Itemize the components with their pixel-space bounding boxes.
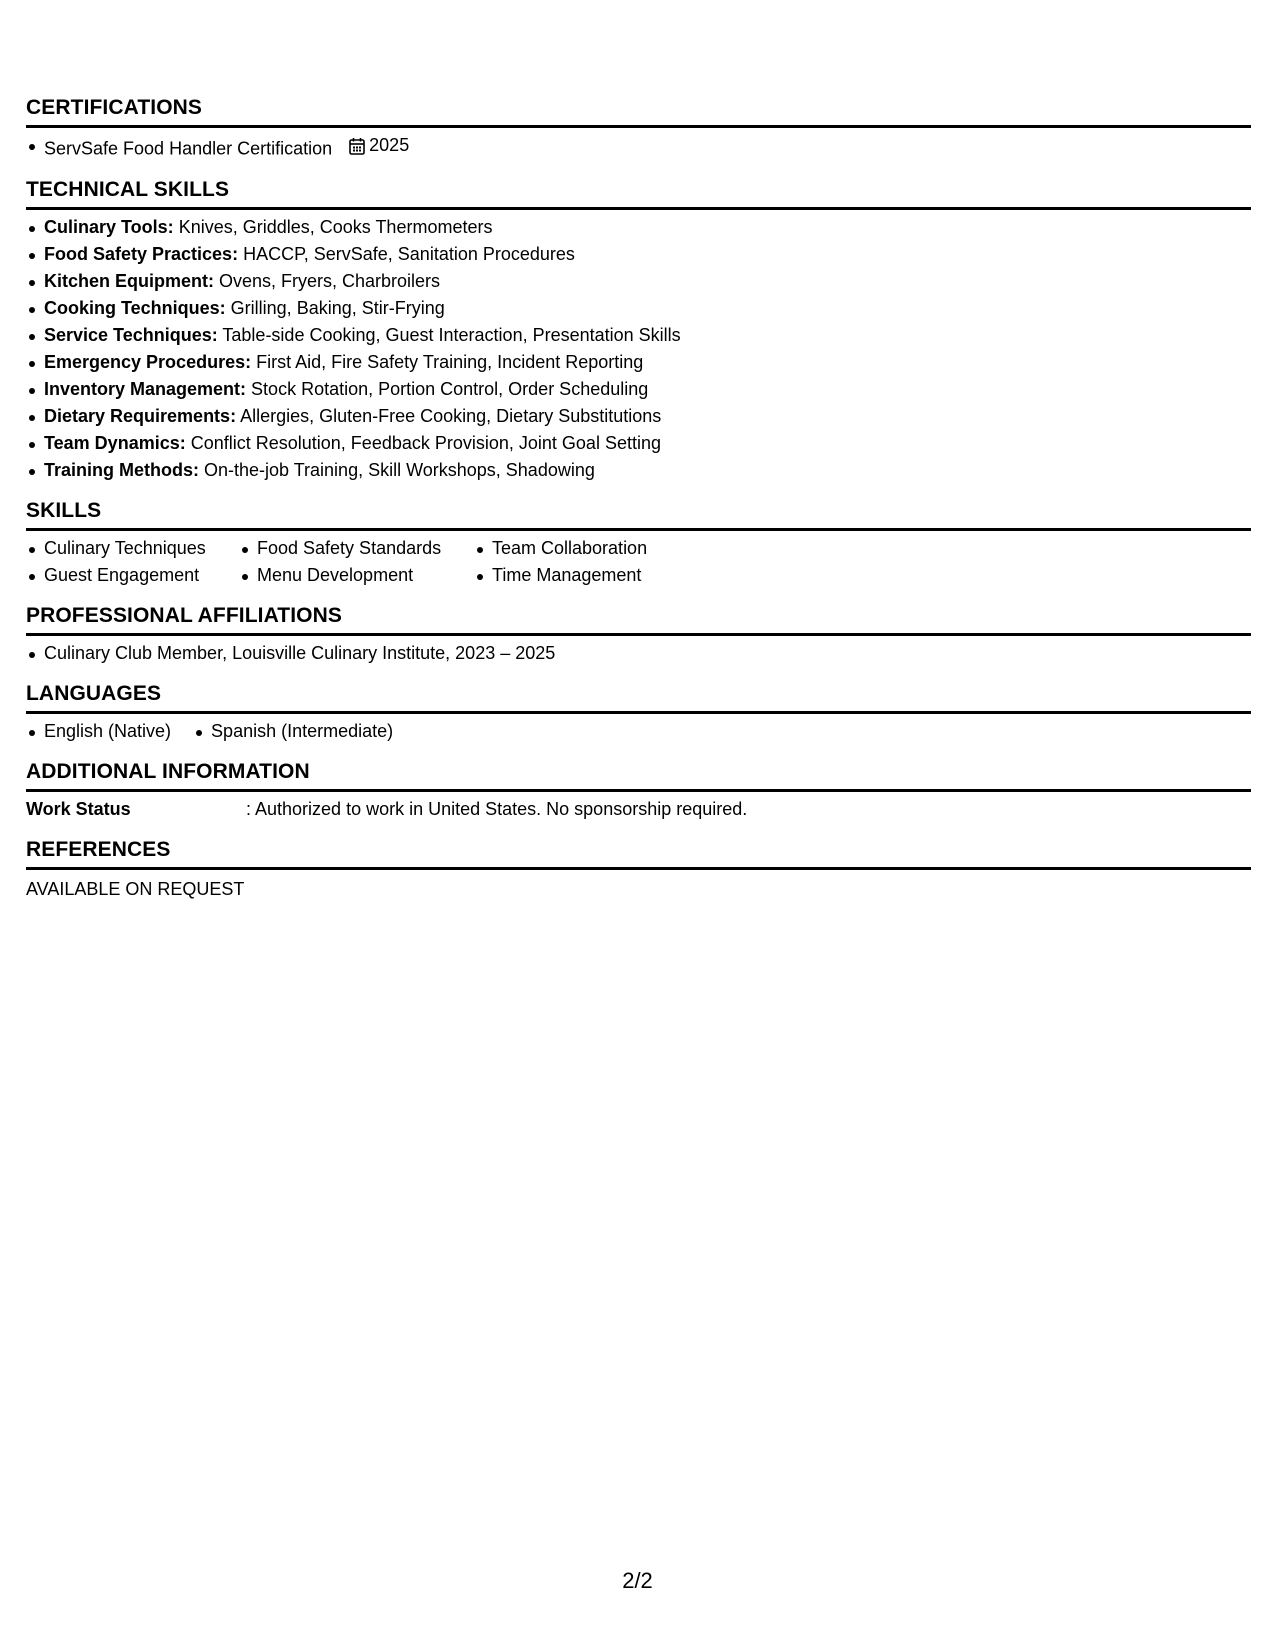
certifications-list (26, 132, 1251, 163)
references-heading: REFERENCES (26, 838, 1251, 870)
affiliations-list (26, 640, 1251, 667)
certification-date (349, 132, 409, 159)
resume-page (26, 96, 1251, 918)
work-status-row (26, 796, 1251, 823)
languages-list (26, 718, 1251, 745)
list-item (26, 457, 1251, 484)
skills-grid (26, 535, 1251, 589)
skill-category: Service Techniques: (44, 324, 218, 345)
list-item: Team Collaboration (474, 535, 674, 562)
languages-heading: LANGUAGES (26, 682, 1251, 714)
list-item (26, 322, 1251, 349)
list-item: Culinary Club Member, Louisville Culinary Institute, 2023 – 2025 (26, 640, 1251, 667)
work-status-label: Work Status (26, 798, 131, 819)
additional-info-section (26, 760, 1251, 823)
skill-values: Table-side Cooking, Guest Interaction, Presentation Skills (217, 324, 681, 345)
references-section (26, 838, 1251, 903)
skill-category: Culinary Tools: (44, 216, 174, 237)
skill-values: Conflict Resolution, Feedback Provision, Joint Goal Setting (185, 432, 661, 453)
skills-section (26, 499, 1251, 589)
list-item (26, 295, 1251, 322)
skill-category: Inventory Management: (44, 378, 247, 399)
skill-values: Allergies, Gluten-Free Cooking, Dietary Substitutions (236, 405, 662, 426)
list-item (26, 214, 1251, 241)
skill-values: Grilling, Baking, Stir-Frying (225, 297, 445, 318)
certification-year: 2025 (369, 135, 410, 155)
skill-category: Dietary Requirements: (44, 405, 237, 426)
list-item (26, 268, 1251, 295)
affiliations-section (26, 604, 1251, 667)
list-item (26, 132, 1251, 163)
list-item: Guest Engagement (26, 562, 239, 589)
list-item (26, 403, 1251, 430)
skill-values: Stock Rotation, Portion Control, Order Scheduling (246, 378, 649, 399)
certifications-heading: CERTIFICATIONS (26, 96, 1251, 128)
page-number: 2/2 (622, 1568, 653, 1593)
technical-skills-heading: TECHNICAL SKILLS (26, 178, 1251, 210)
references-text: AVAILABLE ON REQUEST (26, 878, 245, 899)
skill-values: Knives, Griddles, Cooks Thermometers (173, 216, 493, 237)
languages-section (26, 682, 1251, 745)
list-item: English (Native) (26, 718, 171, 745)
certification-name: ServSafe Food Handler Certification (44, 138, 333, 159)
work-status-value: : Authorized to work in United States. No sponsorship required. (246, 798, 748, 819)
skill-values: First Aid, Fire Safety Training, Incident Reporting (251, 351, 644, 372)
technical-skills-section (26, 178, 1251, 484)
technical-skills-list (26, 214, 1251, 484)
list-item: Spanish (Intermediate) (193, 718, 393, 745)
skill-category: Emergency Procedures: (44, 351, 252, 372)
calendar-icon (349, 137, 365, 155)
skill-category: Team Dynamics: (44, 432, 186, 453)
skills-heading: SKILLS (26, 499, 1251, 531)
affiliations-heading: PROFESSIONAL AFFILIATIONS (26, 604, 1251, 636)
list-item: Culinary Techniques (26, 535, 239, 562)
skill-category: Training Methods: (44, 459, 199, 480)
list-item: Time Management (474, 562, 674, 589)
list-item (26, 349, 1251, 376)
list-item: Food Safety Standards (239, 535, 474, 562)
additional-info-heading: ADDITIONAL INFORMATION (26, 760, 1251, 792)
list-item: Menu Development (239, 562, 474, 589)
skill-values: HACCP, ServSafe, Sanitation Procedures (238, 243, 575, 264)
certifications-section (26, 96, 1251, 163)
skill-values: On-the-job Training, Skill Workshops, Shadowing (199, 459, 595, 480)
list-item (26, 376, 1251, 403)
skill-category: Kitchen Equipment: (44, 270, 214, 291)
skill-category: Cooking Techniques: (44, 297, 226, 318)
skill-category: Food Safety Practices: (44, 243, 239, 264)
list-item (26, 430, 1251, 457)
list-item (26, 241, 1251, 268)
skill-values: Ovens, Fryers, Charbroilers (214, 270, 441, 291)
